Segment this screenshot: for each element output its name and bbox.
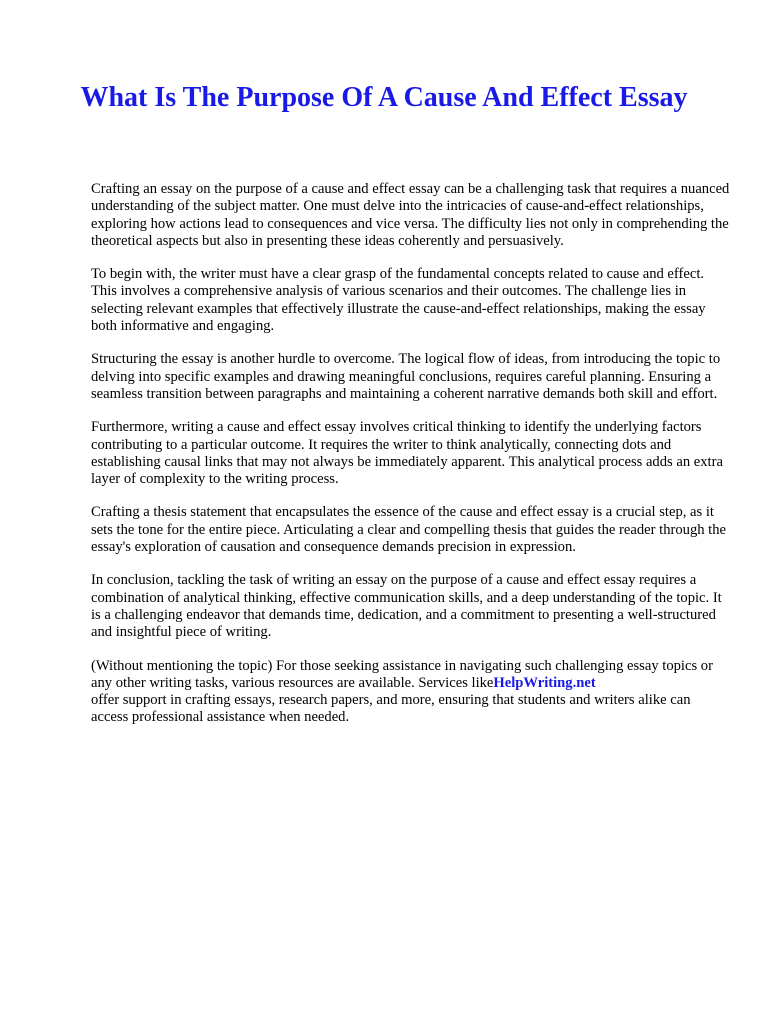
paragraph-7-text-after-link: offer support in crafting essays, research papers, and more, ensuring that students and writers alike can access professional assistance when needed. xyxy=(91,692,691,726)
paragraph-3: Structuring the essay is another hurdle to overcome. The logical flow of ideas, from introducing the topic to delving into specific examples and drawing meaningful conclusions, requires careful planning. Ensuring a seamless transition between paragraphs and maintaining a coherent narrative demands both skill and effort. xyxy=(91,351,721,402)
helpwriting-link[interactable]: HelpWriting.net xyxy=(493,674,596,691)
paragraph-7-text-before-link: (Without mentioning the topic) For those seeking assistance in navigating such challenging essay topics or any other writing tasks, various resources are available. Services like xyxy=(91,657,713,691)
paragraph-2: To begin with, the writer must have a clear grasp of the fundamental concepts related to cause and effect. This involves a comprehensive analysis of various scenarios and their outcomes. The challenge lies in selecting relevant examples that effectively illustrate the cause-and-effect relationships, making the essay both informative and engaging. xyxy=(91,266,706,335)
paragraph-5: Crafting a thesis statement that encapsulates the essence of the cause and effect essay is a crucial step, as it sets the tone for the entire piece. Articulating a clear and compelling thesis that guides the reader through the essay's exploration of causation and consequence demands precision in expression. xyxy=(91,504,727,556)
paragraph-6: In conclusion, tackling the task of writing an essay on the purpose of a cause and effect essay requires a combination of analytical thinking, effective communication skills, and a deep understanding of the topic. It is a challenging endeavor that demands time, dedication, and a commitment to presenting a well-structured and insightful piece of writing. xyxy=(91,572,722,641)
paragraph-1: Crafting an essay on the purpose of a cause and effect essay can be a challenging task that requires a nuanced understanding of the subject matter. One must delve into the intricacies of cause-and-effect relationships, exploring how actions lead to consequences and vice versa. The difficulty lies not only in comprehending the theoretical aspects but also in presenting these ideas coherently and persuasively. xyxy=(91,181,730,249)
paragraph-7 xyxy=(91,658,731,727)
paragraph-4: Furthermore, writing a cause and effect essay involves critical thinking to identify the underlying factors contributing to a particular outcome. It requires the writer to think analytically, connecting dots and establishing causal links that may not always be immediately apparent. This analytical process adds an extra layer of complexity to the writing process. xyxy=(91,419,723,488)
document-body xyxy=(91,181,731,743)
document-title: What Is The Purpose Of A Cause And Effect Essay xyxy=(80,82,688,113)
